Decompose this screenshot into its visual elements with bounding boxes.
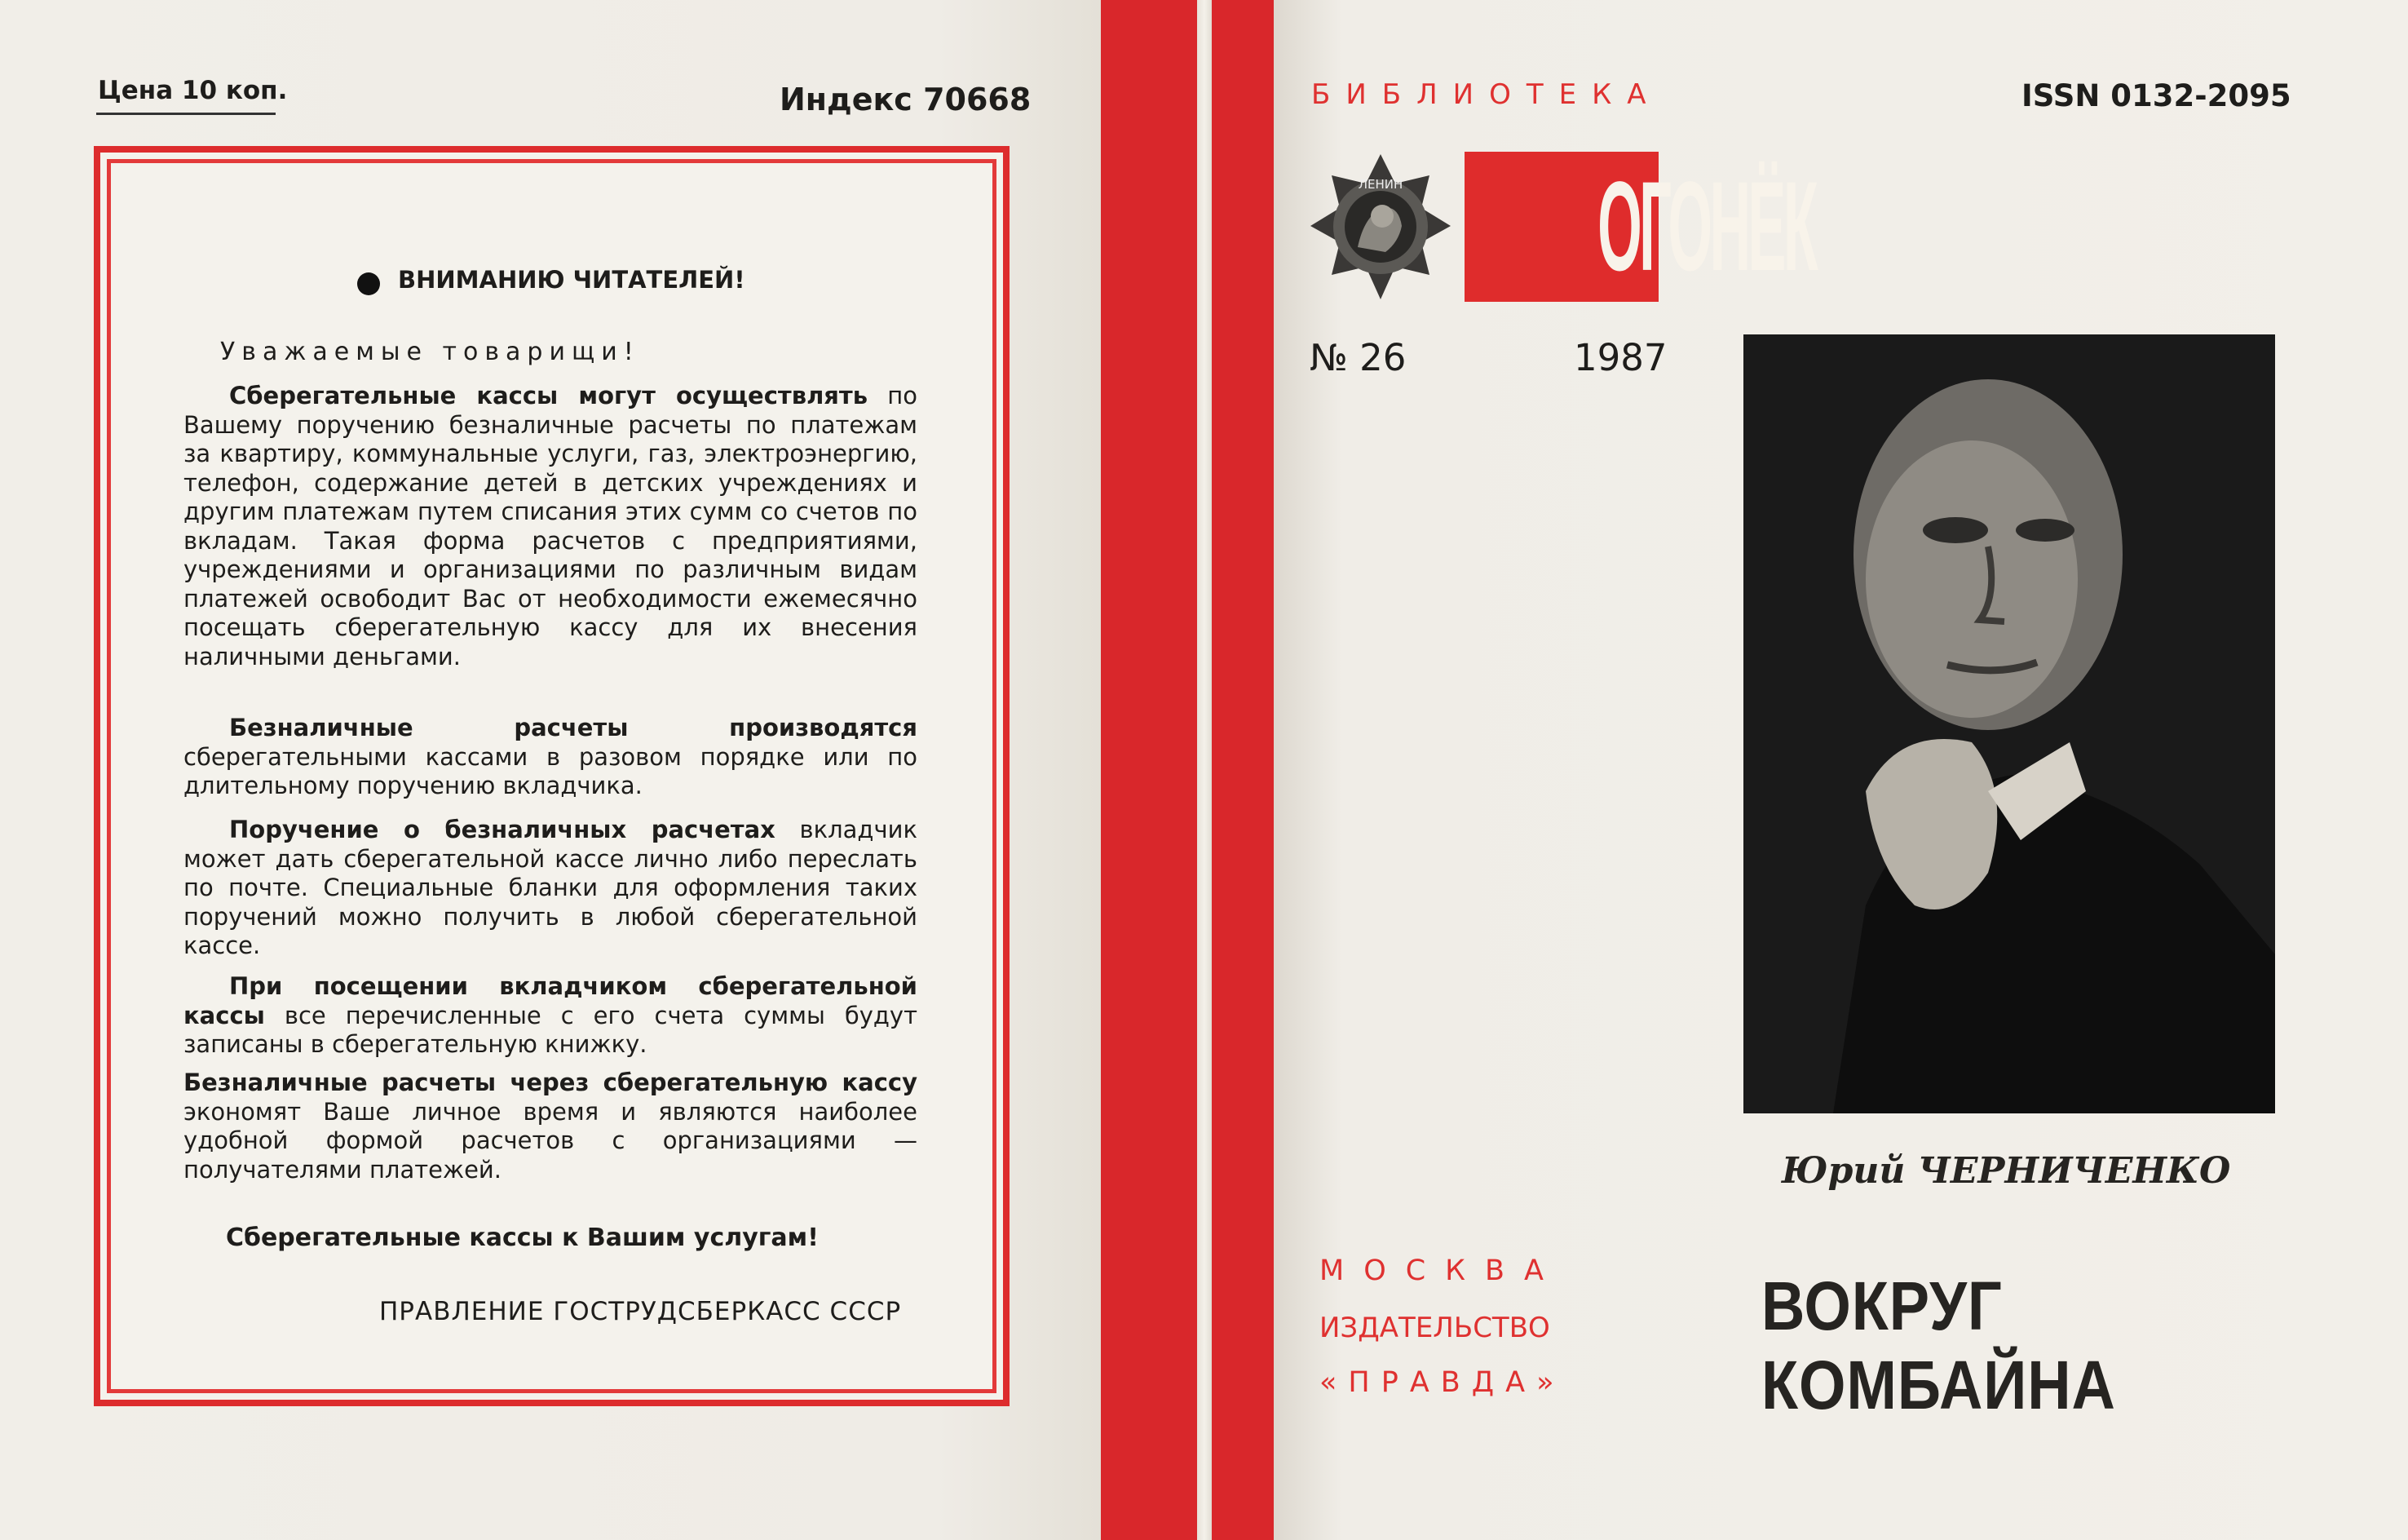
paragraph-lead: Сберегательные кассы могут осуществлять	[229, 382, 868, 409]
paragraph-lead: Поручение о безналичных расчетах	[229, 816, 775, 843]
notice-paragraph	[183, 972, 917, 1060]
paragraph-text: экономят Ваше личное время и являются наиболее удобной формой расчетов с организациями — получателями платежей.	[183, 1097, 917, 1184]
price-underline	[96, 113, 276, 115]
spine-fold	[1197, 0, 1212, 1540]
paragraph-text: по Вашему поручению безналичные расчеты по платежам за квартиру, коммунальные услуги, газ, электроэнергию, телефон, содержание детей в детских учреждениях и другим платежам путем списания этих сумм со счетов по вкладам. Такая форма расчетов с предприятиями, учреждениями и организациями по различным видам платежей освободит Вас от необходимости ежемесячно посещать сберегательную кассу для их внесения наличными деньгами.	[183, 382, 917, 670]
series-label: БИБЛИОТЕКА	[1311, 78, 1662, 111]
author-name: Юрий ЧЕРНИЧЕНКО	[1782, 1150, 2231, 1192]
magazine-logo	[1465, 152, 1816, 302]
spine-red-band-left	[1101, 0, 1197, 1540]
publisher-line-2: «ПРАВДА»	[1319, 1366, 1566, 1399]
price-label: Цена 10 коп.	[98, 76, 288, 105]
notice-title: ВНИМАНИЮ ЧИТАТЕЛЕЙ!	[398, 266, 745, 294]
book-title: ВОКРУГ КОМБАЙНА	[1761, 1268, 2116, 1423]
issn-label: ISSN 0132-2095	[2021, 78, 2291, 113]
index-label: Индекс 70668	[780, 82, 1032, 117]
paragraph-text: сберегательными кассами в разовом порядке или по длительному поручению вкладчика.	[183, 742, 917, 799]
closing-line: Сберегательные кассы к Вашим услугам!	[226, 1224, 819, 1252]
notice-paragraph	[183, 816, 917, 961]
paragraph-lead: При посещении вкладчиком сберегательной кассы	[183, 972, 917, 1029]
publisher-city: МОСКВА	[1319, 1255, 1563, 1287]
bullet-icon	[357, 272, 380, 295]
notice-paragraph	[183, 714, 917, 801]
signature: ПРАВЛЕНИЕ ГОСТРУДСБЕРКАСС СССР	[379, 1297, 902, 1326]
magazine-title: ОГОНЁК	[1597, 156, 1816, 298]
order-of-lenin-medal-icon	[1307, 151, 1454, 306]
paragraph-text: все перечисленные с его счета суммы будут записаны в сберегательную книжку.	[183, 1001, 917, 1058]
paragraph-lead: Безналичные расчеты через сберегательную кассу	[183, 1069, 917, 1096]
medal-label: ЛЕНИН	[1358, 177, 1403, 192]
paragraph-text: вкладчик может дать сберегательной кассе лично либо переслать по почте. Специальные бланки для оформления таких поручений можно получить в любой сберегательной кассе.	[183, 816, 917, 959]
paragraph-lead: Безналичные расчеты производятся	[229, 714, 917, 741]
issue-year: 1987	[1574, 336, 1668, 379]
notice-paragraph	[183, 1069, 917, 1184]
issue-number: № 26	[1310, 336, 1407, 379]
greeting: Уважаемые товарищи!	[220, 338, 640, 366]
spine-red-band-right	[1212, 0, 1274, 1540]
author-portrait-photo	[1743, 334, 2275, 1113]
portrait-image	[1743, 334, 2275, 1113]
notice-paragraph	[183, 382, 917, 671]
publisher-line-1: ИЗДАТЕЛЬСТВО	[1319, 1312, 1550, 1344]
